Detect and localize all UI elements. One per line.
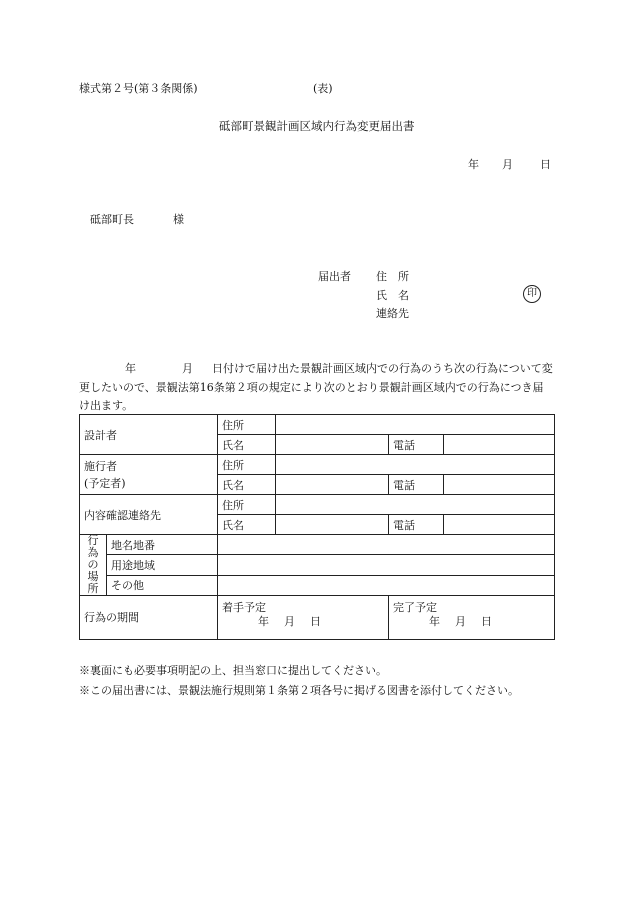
contractor-label-line2: (予定者) xyxy=(84,476,126,490)
table-row xyxy=(80,415,555,435)
location-char: 所 xyxy=(87,582,99,595)
contractor-phone-field[interactable] xyxy=(444,475,555,495)
intro-text: 日付けで届け出た景観計画区域内での行為のうち次の行為について変更したいので、景観法第16条第２項の規定により次のとおり景観計画区域内での行為につき届け出ます。 xyxy=(79,362,553,412)
applicant-name-label: 氏 名 xyxy=(376,289,409,302)
other-field[interactable] xyxy=(218,575,555,595)
addressee-name: 砥部町長 xyxy=(90,213,134,226)
end-month: 月 xyxy=(455,615,466,628)
applicant-contact-label: 連絡先 xyxy=(376,307,409,320)
designer-phone-field[interactable] xyxy=(444,435,555,455)
end-label: 完了予定 xyxy=(393,601,437,614)
start-date-cell[interactable] xyxy=(218,596,389,640)
phone-label: 電話 xyxy=(389,475,444,495)
start-year: 年 xyxy=(258,615,269,628)
applicant-address-label: 住 所 xyxy=(376,270,409,283)
note-attachments: ※この届出書には、景観法施行規則第１条第２項各号に掲げる図書を添付してください。 xyxy=(79,684,519,697)
table-row xyxy=(80,555,555,575)
location-label xyxy=(80,535,107,596)
other-label: その他 xyxy=(107,575,218,595)
start-label: 着手予定 xyxy=(222,601,266,614)
lot-number-label: 地名地番 xyxy=(107,535,218,555)
intro-year: 年 xyxy=(125,362,136,375)
submission-date xyxy=(468,156,551,172)
start-month: 月 xyxy=(284,615,295,628)
period-label: 行為の期間 xyxy=(80,596,218,640)
date-month: 月 xyxy=(502,158,513,171)
table-row xyxy=(80,495,555,515)
designer-name-field[interactable] xyxy=(276,435,389,455)
table-row xyxy=(80,596,555,640)
phone-label: 電話 xyxy=(389,435,444,455)
table-row xyxy=(80,455,555,475)
table-row xyxy=(80,575,555,595)
name-label: 氏名 xyxy=(218,435,276,455)
phone-label: 電話 xyxy=(389,515,444,535)
location-char: 場 xyxy=(87,570,99,583)
end-day: 日 xyxy=(481,615,492,628)
document-title: 砥部町景観計画区域内行為変更届出書 xyxy=(219,119,415,133)
location-char: の xyxy=(87,558,99,571)
lot-number-field[interactable] xyxy=(218,535,555,555)
date-day: 日 xyxy=(540,158,551,171)
designer-label: 設計者 xyxy=(80,415,218,455)
zoning-label: 用途地域 xyxy=(107,555,218,575)
applicant-label: 届出者 xyxy=(318,270,351,283)
address-label: 住所 xyxy=(218,455,276,475)
address-label: 住所 xyxy=(218,495,276,515)
table-row xyxy=(80,535,555,555)
start-date-parts xyxy=(222,615,321,628)
contractor-name-field[interactable] xyxy=(276,475,389,495)
contact-phone-field[interactable] xyxy=(444,515,555,535)
details-table xyxy=(79,414,555,640)
location-char: 為 xyxy=(87,546,99,559)
contractor-address-field[interactable] xyxy=(276,455,555,475)
contact-address-field[interactable] xyxy=(276,495,555,515)
intro-paragraph xyxy=(79,360,553,416)
start-day: 日 xyxy=(310,615,321,628)
intro-month: 月 xyxy=(182,362,193,375)
end-date-cell[interactable] xyxy=(389,596,555,640)
address-label: 住所 xyxy=(218,415,276,435)
addressee-honorific: 様 xyxy=(173,213,184,226)
name-label: 氏名 xyxy=(218,515,276,535)
zoning-field[interactable] xyxy=(218,555,555,575)
location-char: 行 xyxy=(87,534,99,547)
note-back-side: ※裏面にも必要事項明記の上、担当窓口に提出してください。 xyxy=(79,664,387,677)
contractor-label xyxy=(80,455,218,495)
date-year: 年 xyxy=(468,158,479,171)
contact-person-label: 内容確認連絡先 xyxy=(80,495,218,535)
designer-address-field[interactable] xyxy=(276,415,555,435)
name-label: 氏名 xyxy=(218,475,276,495)
front-side-label: (表) xyxy=(313,82,333,95)
form-number: 様式第２号(第３条関係) xyxy=(79,82,198,95)
end-date-parts xyxy=(393,615,492,628)
seal-mark: 印 xyxy=(523,285,541,303)
contractor-label-line1: 施行者 xyxy=(84,459,117,473)
end-year: 年 xyxy=(429,615,440,628)
contact-name-field[interactable] xyxy=(276,515,389,535)
